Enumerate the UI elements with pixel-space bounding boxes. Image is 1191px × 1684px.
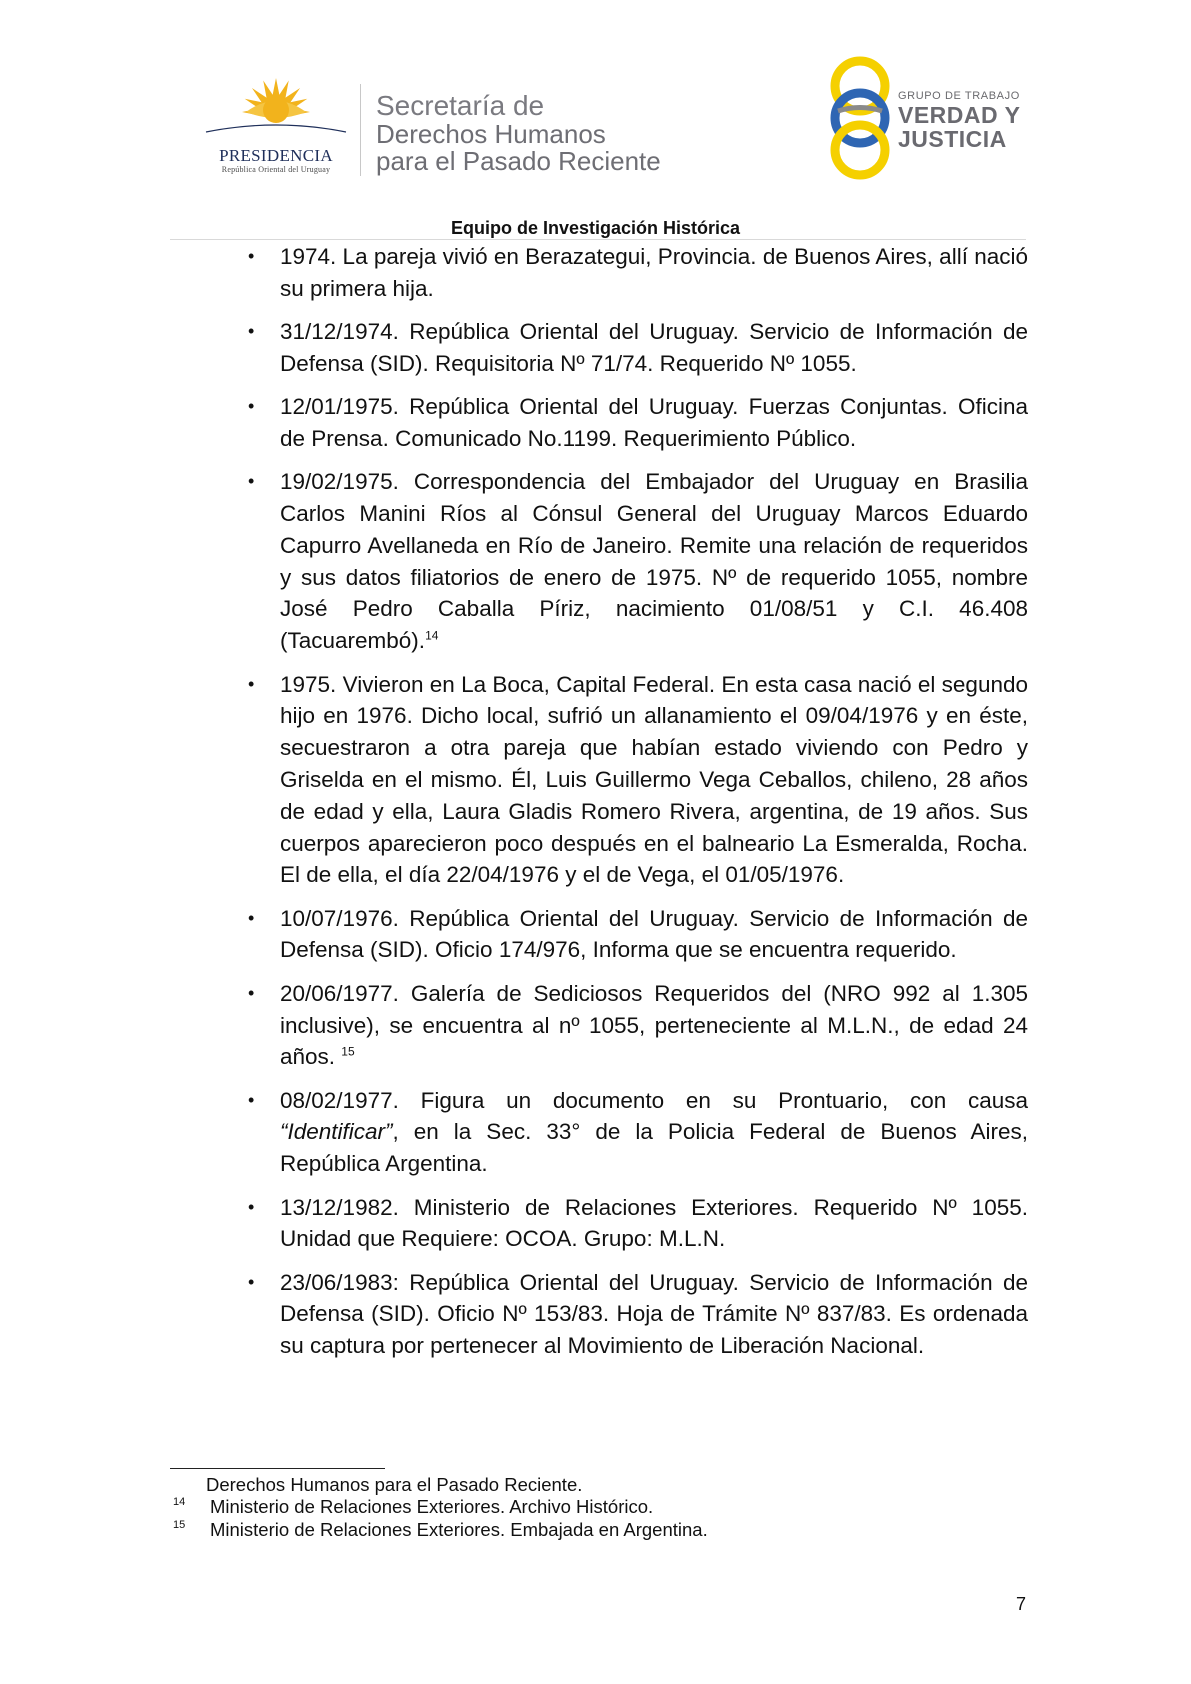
list-item: [248, 466, 1028, 657]
bullet: •: [248, 321, 255, 342]
bullet: •: [248, 1089, 255, 1110]
footnote-number-14: 14: [173, 1496, 186, 1508]
footnote-rule: [170, 1468, 385, 1469]
list-item: [248, 1267, 1028, 1362]
list-item: [248, 1085, 1028, 1180]
secretaria-line-3: para el Pasado Reciente: [376, 146, 661, 176]
list-item: [248, 903, 1028, 967]
item-text: 1974. La pareja vivió en Berazategui, Provincia. de Buenos Aires, allí nació su primera hija.: [280, 244, 1028, 301]
list-item: [248, 316, 1028, 380]
item-text: 10/07/1976. República Oriental del Uruguay. Servicio de Información de Defensa (SID). Oficio 174/976, Informa que se encuentra requerido.: [280, 905, 1028, 963]
page-number: 7: [1015, 1594, 1026, 1614]
list-item: [248, 241, 1028, 305]
item-text-pre: 08/02/1977. Figura un documento en su Prontuario, con causa: [280, 1087, 1028, 1113]
secretaria-line-1: Secretaría de: [376, 90, 545, 121]
bullet: •: [248, 1196, 255, 1217]
item-text: 19/02/1975. Correspondencia del Embajador del Uruguay en Brasilia Carlos Manini Ríos al Cónsul General del Uruguay Marcos Eduardo Capurro Avellaneda en Río de Janeiro. Remite una relación de requeridos y sus datos filiatorios de enero de 1975. Nº de requerido 1055, nombre José Pedro Caballa Píriz, nacimiento 01/08/51 y C.I. 46.408 (Tacuarembó).: [280, 469, 1028, 654]
item-text: 31/12/1974. República Oriental del Uruguay. Servicio de Información de Defensa (SID). Requisitoria Nº 71/74. Requerido Nº 1055.: [280, 319, 1028, 376]
item-text: 12/01/1975. República Oriental del Uruguay. Fuerzas Conjuntas. Oficina de Prensa. Comunicado No.1199. Requerimiento Público.: [280, 394, 1028, 451]
gtvj-line-2: VERDAD Y: [898, 102, 1021, 128]
footnote-14: Ministerio de Relaciones Exteriores. Archivo Histórico.: [210, 1496, 654, 1517]
item-text: 13/12/1982. Ministerio de Relaciones Exteriores. Requerido Nº 1055. Unidad que Requiere: OCOA. Grupo: M.L.N.: [280, 1194, 1028, 1252]
footnote-continuation: Derechos Humanos para el Pasado Reciente.: [206, 1474, 583, 1495]
gtvj-line-1: GRUPO DE TRABAJO: [898, 90, 1020, 102]
item-text: 20/06/1977. Galería de Sediciosos Requeridos del (NRO 992 al 1.305 inclusive), se encuentra al nº 1055, perteneciente al M.L.N., de edad 24 años.: [280, 980, 1028, 1070]
bullet: •: [248, 1271, 255, 1292]
item-text: 1975. Vivieron en La Boca, Capital Federal. En esta casa nació el segundo hijo en 1976. Dicho local, sufrió un allanamiento el 09/04/1976 y en éste, secuestraron a otra pareja que habían estado viviendo con Pedro y Griselda en el mismo. Él, Luis Guillermo Vega Ceballos, chileno, 28 años de edad y ella, Laura Gladis Romero Rivera, argentina, de 19 años. Sus cuerpos aparecieron poco después en el balneario La Esmeralda, Rocha. El de ella, el día 22/04/1976 y el de Vega, el 01/05/1976.: [280, 671, 1028, 888]
footnote-ref-15[interactable]: 15: [341, 1044, 355, 1059]
secretaria-title: [376, 91, 661, 175]
page-header: [0, 0, 1191, 250]
verdad-justicia-rings-logo: [820, 56, 900, 180]
list-item: [248, 391, 1028, 455]
bullet: •: [248, 673, 255, 694]
running-title: Equipo de Investigación Histórica: [450, 218, 741, 238]
bullet: •: [248, 246, 255, 266]
bullet: •: [248, 907, 255, 928]
list-item: [248, 669, 1028, 892]
presidencia-subtitle: República Oriental del Uruguay: [221, 165, 331, 174]
chronology-list: [248, 241, 1028, 1374]
presidencia-name: PRESIDENCIA: [219, 146, 333, 165]
verdad-justicia-title: [898, 90, 1020, 151]
footnote-15: Ministerio de Relaciones Exteriores. Embajada en Argentina.: [210, 1519, 708, 1540]
secretaria-line-2: Derechos Humanos: [376, 119, 606, 149]
item-text: 23/06/1983: República Oriental del Uruguay. Servicio de Información de Defensa (SID). Oficio Nº 153/83. Hoja de Trámite Nº 837/83. Es ordenada su captura por pertenecer al Movimiento de Liberación Nacional.: [280, 1269, 1028, 1359]
list-item: [248, 978, 1028, 1073]
item-text-post: , en la Sec. 33° de la Policia Federal de Buenos Aires, República Argentina.: [280, 1119, 1028, 1177]
gtvj-line-3: JUSTICIA: [898, 126, 1007, 152]
footnote-ref-14[interactable]: 14: [425, 628, 439, 643]
footnote-number-15: 15: [173, 1519, 186, 1531]
bullet: •: [248, 396, 255, 417]
list-item: [248, 1192, 1028, 1256]
bullet: •: [248, 471, 255, 492]
item-text-italic: “Identificar”: [280, 1119, 393, 1145]
header-divider: [360, 84, 361, 176]
header-rule: [170, 239, 1026, 240]
bullet: •: [248, 982, 255, 1003]
